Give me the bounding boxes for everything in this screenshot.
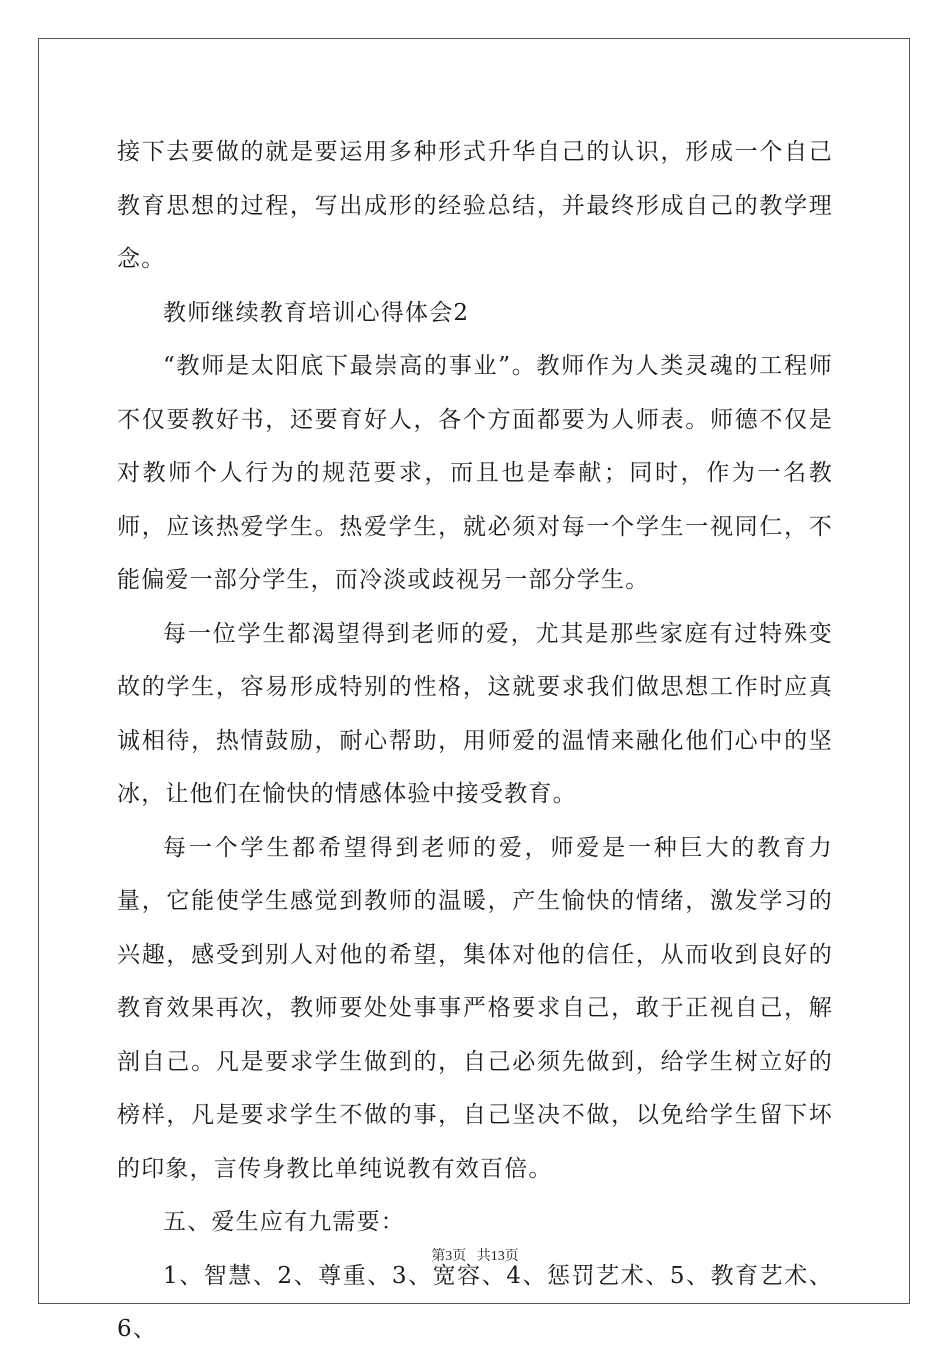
paragraph-1: 接下去要做的就是要运用多种形式升华自己的认识，形成一个自己教育思想的过程，写出成形的经验总结，并最终形成自己的教学理念。: [117, 139, 833, 272]
list-heading: 五、爱生应有九需要：: [163, 1209, 405, 1235]
document-body: [117, 126, 833, 1357]
page-number: 第3页: [431, 1249, 467, 1264]
paragraph-3: 每一位学生都渴望得到老师的爱，尤其是那些家庭有过特殊变故的学生，容易形成特别的性格，这就要求我们做思想工作时应真诚相待，热情鼓励，耐心帮助，用师爱的温情来融化他们心中的坚冰，让他们在愉快的情感体验中接受教育。: [117, 620, 833, 807]
paragraph-4: 每一个学生都希望得到老师的爱，师爱是一种巨大的教育力量，它能使学生感觉到教师的温暖，产生愉快的情绪，激发学习的兴趣，感受到别人对他的希望，集体对他的信任，从而收到良好的教育效果再次，教师要处处事事严格要求自己，敢于正视自己，解剖自己。凡是要求学生做到的，自己必须先做到，给学生树立好的榜样，凡是要求学生不做的事，自己坚决不做，以免给学生留下坏的印象，言传身教比单纯说教有效百倍。: [117, 834, 833, 1182]
list-items: 1、智慧、2、尊重、3、宽容、4、惩罚艺术、5、教育艺术、6、: [117, 1262, 833, 1342]
paragraph-2: “教师是太阳底下最崇高的事业”。教师作为人类灵魂的工程师不仅要教好书，还要育好人，各个方面都要为人师表。师德不仅是对教师个人行为的规范要求，而且也是奉献；同时，作为一名教师，应该热爱学生。热爱学生，就必须对每一个学生一视同仁，不能偏爱一部分学生，而冷淡或歧视另一部分学生。: [117, 353, 833, 593]
section-heading: 教师继续教育培训心得体会2: [163, 299, 470, 326]
page-footer: [0, 1245, 950, 1265]
page-total: 共13页: [476, 1249, 519, 1264]
